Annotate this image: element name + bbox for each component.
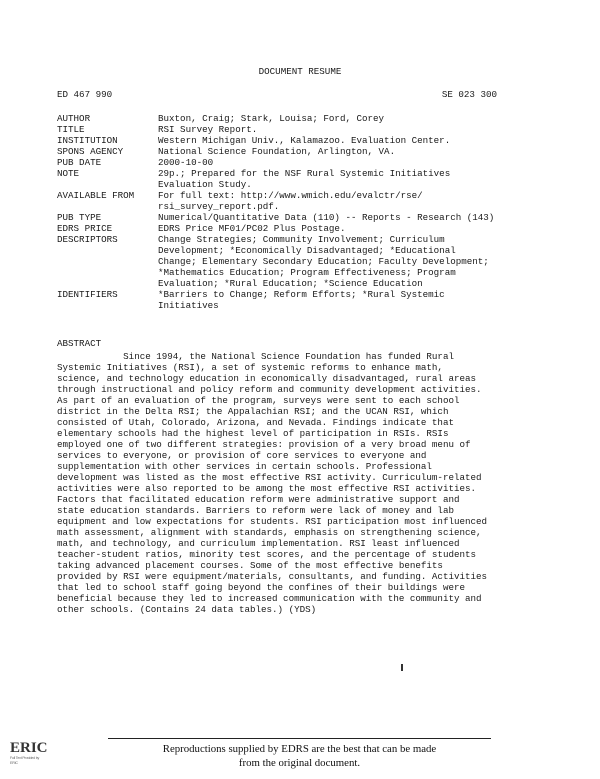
metadata-value: Change Strategies; Community Involvement; Curriculum Development; *Economically Disadvantaged; *Educational Change; Elementary Secondary Education; Faculty Development; *Mathematics Education; Program Effectiveness; Program Evaluation; *Rural Education; *Science Education <box>158 234 489 289</box>
scan-artifact <box>401 664 403 671</box>
metadata-row <box>57 234 517 289</box>
metadata-value: *Barriers to Change; Reform Efforts; *Rural Systemic Initiatives <box>158 289 445 311</box>
metadata-row <box>57 190 517 212</box>
metadata-row <box>57 135 517 146</box>
metadata-label: NOTE <box>57 168 80 179</box>
metadata-value: EDRS Price MF01/PC02 Plus Postage. <box>158 223 346 234</box>
metadata-value: 29p.; Prepared for the NSF Rural Systemic Initiatives Evaluation Study. <box>158 168 451 190</box>
eric-logo-subtext: Full Text Provided by ERIC <box>10 756 40 765</box>
metadata-row <box>57 289 517 311</box>
metadata-row <box>57 124 517 135</box>
metadata-value: National Science Foundation, Arlington, VA. <box>158 146 396 157</box>
abstract-text: Since 1994, the National Science Foundation has funded Rural Systemic Initiatives (RSI), a set of systemic reforms to enhance math, science, and technology education in economically disadvantaged, rural areas through instructional and policy reform and community development activities. As part of an evaluation of the program, surveys were sent to each school district in the Delta RSI; the Appalachian RSI; and the UCAN RSI, which consisted of Utah, Colorado, Arizona, and Nevada. Findings indicate that elementary schools had the highest level of participation in RSIs. RSIs employed one of two different strategies: provision of a very broad menu of services to everyone, or provision of core services to everyone and supplementation with other services in certain schools. Professional development was listed as the most effective RSI activity. Curriculum-related activities were also reported to be among the most effective RSI activities. Factors that facilitated education reform were administrative support and state education standards. Barriers to reform were lack of money and lab equipment and low expectations for students. RSI participation most influenced math assessment, alignment with standards, emphasis on strengthening science, math, and technology, and curriculum implementation. RSI least influenced teacher-student ratios, minority test scores, and the percentage of students taking advanced placement courses. Some of the most effective benefits provided by RSI were equipment/materials, consultants, and funding. Activities that led to school staff going beyond the confines of their buildings were beneficial because they led to increased communication with the community and other schools. (Contains 24 data tables.) (YDS) <box>57 351 488 615</box>
metadata-value: Numerical/Quantitative Data (110) -- Reports - Research (143) <box>158 212 495 223</box>
metadata-label: SPONS AGENCY <box>57 146 124 157</box>
eric-logo <box>10 740 48 770</box>
metadata-row <box>57 146 517 157</box>
eric-logo-text: ERIC <box>10 740 48 756</box>
metadata-row <box>57 157 517 168</box>
metadata-value: RSI Survey Report. <box>158 124 258 135</box>
document-resume-title: DOCUMENT RESUME <box>258 66 342 77</box>
abstract-heading: ABSTRACT <box>57 338 102 349</box>
reproduction-notice-line2: from the original document. <box>238 757 361 769</box>
metadata-label: IDENTIFIERS <box>57 289 118 300</box>
metadata-label: AVAILABLE FROM <box>57 190 135 201</box>
metadata-row <box>57 223 517 234</box>
metadata-label: DESCRIPTORS <box>57 234 118 245</box>
reproduction-notice-line1: Reproductions supplied by EDRS are the best that can be made <box>162 743 437 755</box>
metadata-label: INSTITUTION <box>57 135 118 146</box>
metadata-table <box>57 113 517 311</box>
metadata-row <box>57 168 517 190</box>
metadata-value: For full text: http://www.wmich.edu/evalctr/rse/ rsi_survey_report.pdf. <box>158 190 423 212</box>
metadata-label: EDRS PRICE <box>57 223 113 234</box>
metadata-label: PUB DATE <box>57 157 102 168</box>
document-code: SE 023 300 <box>441 89 497 100</box>
metadata-label: PUB TYPE <box>57 212 102 223</box>
metadata-label: AUTHOR <box>57 113 91 124</box>
reproduction-notice <box>108 738 491 771</box>
metadata-label: TITLE <box>57 124 85 135</box>
metadata-row <box>57 212 517 223</box>
metadata-row <box>57 113 517 124</box>
metadata-value: Western Michigan Univ., Kalamazoo. Evaluation Center. <box>158 135 451 146</box>
ed-number: ED 467 990 <box>57 89 113 100</box>
metadata-value: 2000-10-00 <box>158 157 214 168</box>
metadata-value: Buxton, Craig; Stark, Louisa; Ford, Corey <box>158 113 385 124</box>
